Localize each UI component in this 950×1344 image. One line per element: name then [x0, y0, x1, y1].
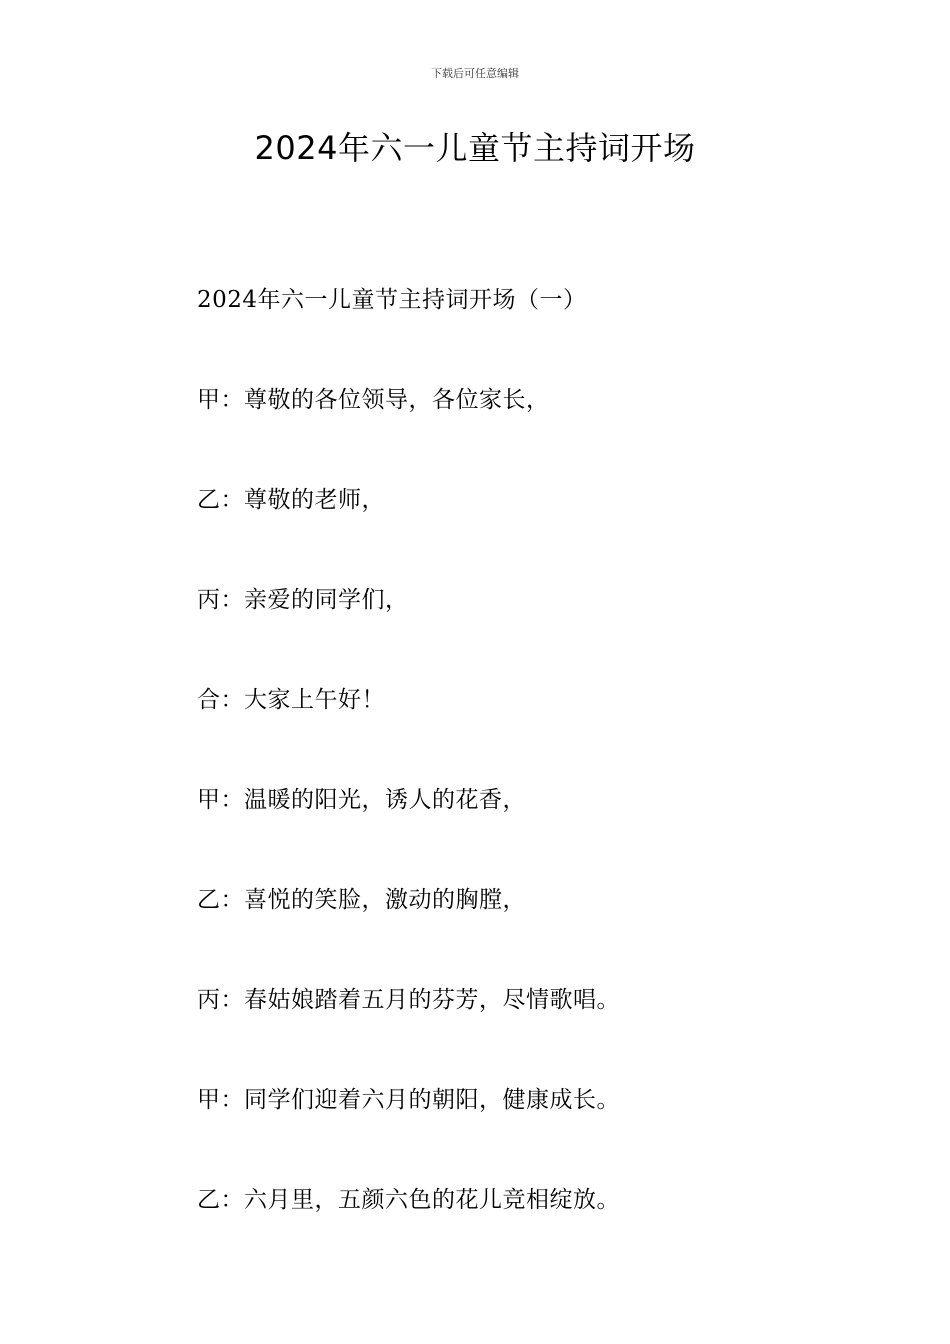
script-line: 合：大家上午好！	[197, 687, 385, 713]
script-line: 丙：春姑娘踏着五月的芬芳，尽情歌唱。	[197, 987, 620, 1013]
script-line: 乙：尊敬的老师，	[197, 487, 385, 513]
script-line: 甲：尊敬的各位领导，各位家长，	[197, 387, 550, 413]
script-line: 丙：亲爱的同学们，	[197, 587, 409, 613]
script-line: 乙：喜悦的笑脸，激动的胸膛，	[197, 887, 526, 913]
section-heading: 2024年六一儿童节主持词开场（一）	[197, 287, 587, 313]
script-line: 甲：同学们迎着六月的朝阳，健康成长。	[197, 1087, 620, 1113]
script-line: 甲：温暖的阳光，诱人的花香，	[197, 787, 526, 813]
script-line: 乙：六月里，五颜六色的花儿竞相绽放。	[197, 1187, 620, 1213]
script-lines	[197, 280, 877, 1280]
header-note: 下载后可任意编辑	[431, 67, 519, 80]
document-title: 2024年六一儿童节主持词开场	[254, 129, 696, 167]
